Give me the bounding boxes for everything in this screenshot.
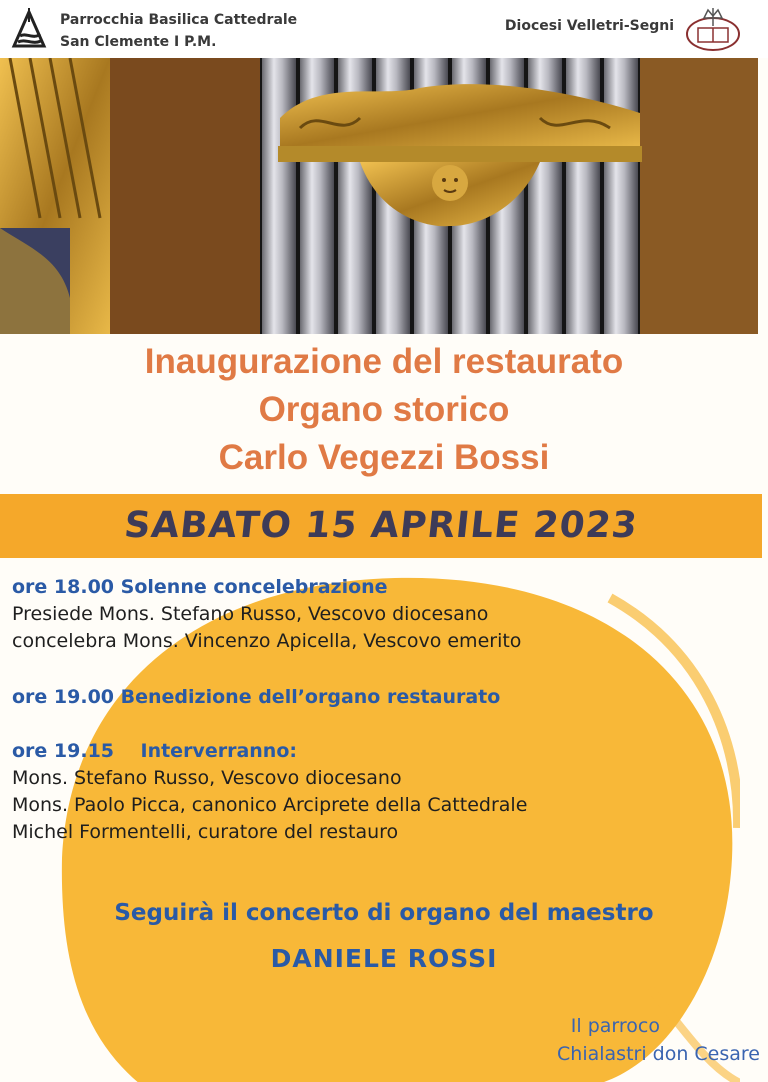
header bbox=[0, 0, 768, 58]
title-line3: Carlo Vegezzi Bossi bbox=[218, 438, 550, 477]
program-item-2-heading bbox=[12, 684, 500, 711]
parish-name-line2: San Clemente I P.M. bbox=[60, 34, 217, 50]
signature-name: Chialastri don Cesare bbox=[557, 1043, 760, 1065]
program-time: ore 18.00 bbox=[12, 576, 115, 598]
program-line: Michel Formentelli, curatore del restauro bbox=[12, 821, 399, 843]
diocese-coat-of-arms-icon bbox=[684, 6, 742, 52]
program-item-2 bbox=[12, 684, 500, 711]
parish-name bbox=[60, 9, 297, 53]
title-line1: Inaugurazione del restaurato bbox=[144, 342, 624, 381]
parish-name-line1: Parrocchia Basilica Cattedrale bbox=[60, 12, 298, 28]
program-time: ore 19.15 bbox=[12, 740, 115, 762]
program-heading: Interverranno: bbox=[140, 740, 297, 762]
program-heading: Solenne concelebrazione bbox=[120, 576, 388, 598]
program-heading: Benedizione dell’organo restaurato bbox=[120, 686, 501, 708]
event-date: SABATO 15 APRILE 2023 bbox=[122, 505, 640, 546]
title-line2: Organo storico bbox=[258, 390, 510, 429]
organ-photo bbox=[0, 58, 758, 334]
program-line: Mons. Stefano Russo, Vescovo diocesano bbox=[12, 767, 402, 789]
date-band bbox=[0, 494, 762, 558]
signature-role: Il parroco bbox=[570, 1015, 660, 1037]
event-title bbox=[0, 338, 768, 482]
diocese-name: Diocesi Velletri-Segni bbox=[504, 18, 674, 34]
program-line: concelebra Mons. Vincenzo Apicella, Vescovo emerito bbox=[12, 630, 522, 652]
program-time: ore 19.00 bbox=[12, 686, 115, 708]
concert-announcement: Seguirà il concerto di organo del maestro bbox=[114, 900, 654, 926]
program-line: Mons. Paolo Picca, canonico Arciprete della Cattedrale bbox=[12, 794, 528, 816]
program-item-3-heading bbox=[12, 738, 527, 765]
program-item-1 bbox=[12, 574, 521, 655]
parish-logo-icon bbox=[8, 6, 50, 52]
program-item-1-heading bbox=[12, 574, 521, 601]
program-item-3 bbox=[12, 738, 527, 846]
maestro-name: DANIELE ROSSI bbox=[270, 944, 498, 973]
program-line: Presiede Mons. Stefano Russo, Vescovo diocesano bbox=[12, 603, 489, 625]
